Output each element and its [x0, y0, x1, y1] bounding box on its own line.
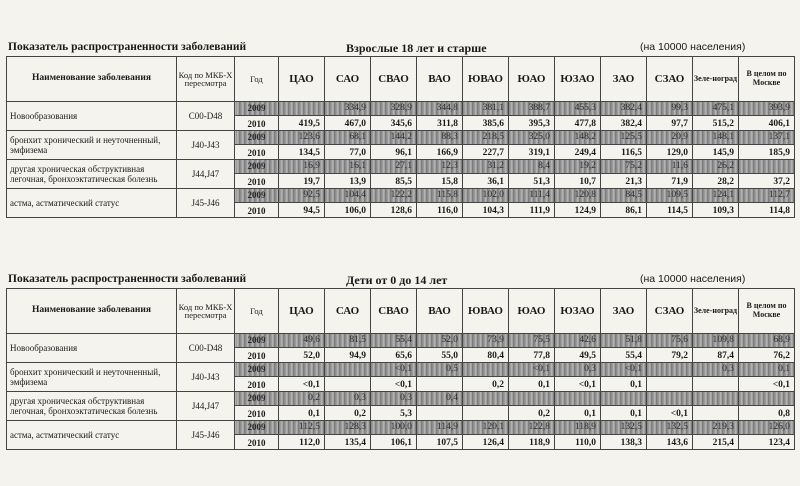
- value-cell: 227,7: [463, 145, 509, 160]
- disease-name: Новообразования: [7, 334, 177, 363]
- value-cell: 467,0: [325, 116, 371, 131]
- value-cell: 0,2: [463, 377, 509, 392]
- value-cell: 8,4: [509, 160, 555, 174]
- value-cell: <0,1: [601, 363, 647, 377]
- value-cell: 87,4: [693, 348, 739, 363]
- value-cell: 0,1: [279, 406, 325, 421]
- value-cell: 137,1: [739, 131, 795, 145]
- column-header-district: ЮАО: [509, 57, 555, 102]
- value-cell: 219,3: [693, 421, 739, 435]
- value-cell: [325, 363, 371, 377]
- value-cell: 92,5: [279, 189, 325, 203]
- value-cell: 52,0: [417, 334, 463, 348]
- table-body: [7, 102, 795, 218]
- value-cell: 73,9: [463, 334, 509, 348]
- value-cell: 0,1: [601, 377, 647, 392]
- icd-code: J40-J43: [177, 363, 235, 392]
- value-cell: 249,4: [555, 145, 601, 160]
- disease-name: другая хроническая обструктивная легочная, бронхоэктатическая болезнь: [7, 160, 177, 189]
- year-cell: 2010: [235, 377, 279, 392]
- value-cell: 102,0: [463, 189, 509, 203]
- value-cell: 77,8: [509, 348, 555, 363]
- value-cell: [647, 363, 693, 377]
- value-cell: 100,0: [371, 421, 417, 435]
- value-cell: 215,4: [693, 435, 739, 450]
- value-cell: 185,9: [739, 145, 795, 160]
- value-cell: 97,7: [647, 116, 693, 131]
- value-cell: 96,1: [371, 145, 417, 160]
- age-group-title: Взрослые 18 лет и старше: [346, 41, 487, 55]
- value-cell: 99,3: [647, 102, 693, 116]
- year-cell: 2010: [235, 203, 279, 218]
- value-cell: [693, 377, 739, 392]
- value-cell: 128,6: [371, 203, 417, 218]
- value-cell: 109,8: [693, 334, 739, 348]
- value-cell: [739, 160, 795, 174]
- value-cell: 148,1: [693, 131, 739, 145]
- value-cell: 109,5: [647, 189, 693, 203]
- value-cell: <0,1: [555, 377, 601, 392]
- value-cell: 124,1: [693, 189, 739, 203]
- value-cell: 145,9: [693, 145, 739, 160]
- value-cell: 71,9: [647, 174, 693, 189]
- value-cell: 116,0: [417, 203, 463, 218]
- value-cell: 128,3: [325, 421, 371, 435]
- value-cell: 382,4: [601, 116, 647, 131]
- value-cell: 37,2: [739, 174, 795, 189]
- value-cell: [739, 392, 795, 406]
- value-cell: 68,1: [325, 131, 371, 145]
- value-cell: 80,4: [463, 348, 509, 363]
- value-cell: 124,9: [555, 203, 601, 218]
- value-cell: [463, 392, 509, 406]
- value-cell: 12,3: [417, 160, 463, 174]
- value-cell: 86,1: [601, 203, 647, 218]
- icd-code: J44,J47: [177, 160, 235, 189]
- table-header: [7, 57, 795, 102]
- value-cell: 166,9: [417, 145, 463, 160]
- disease-name: другая хроническая обструктивная легочная, бронхоэктатическая болезнь: [7, 392, 177, 421]
- year-cell: 2009: [235, 363, 279, 377]
- value-cell: 129,0: [647, 145, 693, 160]
- value-cell: 115,8: [417, 189, 463, 203]
- column-header-district: Зеле-ноград: [693, 57, 739, 102]
- value-cell: 68,9: [739, 334, 795, 348]
- column-header-district: СЗАО: [647, 57, 693, 102]
- year-cell: 2009: [235, 392, 279, 406]
- column-header-district: СЗАО: [647, 289, 693, 334]
- table-title: Показатель распространенности заболеваний: [8, 41, 247, 53]
- column-header-district: В целом по Москве: [739, 57, 795, 102]
- section-caption: [0, 272, 800, 288]
- value-cell: 218,5: [463, 131, 509, 145]
- value-cell: 0,1: [509, 377, 555, 392]
- value-cell: 112,0: [279, 435, 325, 450]
- table-body: [7, 334, 795, 450]
- value-cell: 16,9: [279, 160, 325, 174]
- value-cell: 85,5: [371, 174, 417, 189]
- table-row: [7, 363, 795, 377]
- value-cell: 84,5: [601, 189, 647, 203]
- value-cell: 0,1: [739, 363, 795, 377]
- column-header-code: Код по МКБ-Х пересмотра: [177, 289, 235, 334]
- column-header-district: СВАО: [371, 57, 417, 102]
- value-cell: 76,2: [739, 348, 795, 363]
- value-cell: 88,3: [417, 131, 463, 145]
- column-header-code: Код по МКБ-Х пересмотра: [177, 57, 235, 102]
- value-cell: [463, 406, 509, 421]
- column-header-district: СВАО: [371, 289, 417, 334]
- children-section: [0, 272, 800, 450]
- value-cell: <0,1: [509, 363, 555, 377]
- value-cell: 148,2: [555, 131, 601, 145]
- header-row: [7, 57, 795, 102]
- value-cell: 118,9: [555, 421, 601, 435]
- value-cell: 120,1: [463, 421, 509, 435]
- table-row: [7, 102, 795, 116]
- value-cell: 51,3: [509, 174, 555, 189]
- value-cell: [509, 392, 555, 406]
- value-cell: [279, 363, 325, 377]
- column-header-district: ЦАО: [279, 57, 325, 102]
- value-cell: 325,0: [509, 131, 555, 145]
- value-cell: [555, 392, 601, 406]
- value-cell: 42,6: [555, 334, 601, 348]
- value-cell: 75,6: [647, 334, 693, 348]
- disease-name: астма, астматический статус: [7, 421, 177, 450]
- value-cell: 125,5: [601, 131, 647, 145]
- value-cell: 311,8: [417, 116, 463, 131]
- value-cell: 0,1: [555, 406, 601, 421]
- value-cell: 381,1: [463, 102, 509, 116]
- value-cell: 122,2: [371, 189, 417, 203]
- value-cell: 382,4: [601, 102, 647, 116]
- header-row: [7, 289, 795, 334]
- value-cell: 0,2: [279, 392, 325, 406]
- value-cell: 112,5: [279, 421, 325, 435]
- disease-name: бронхит хронический и неуточненный, эмфизема: [7, 131, 177, 160]
- value-cell: 111,9: [509, 203, 555, 218]
- value-cell: 0,2: [325, 406, 371, 421]
- year-cell: 2009: [235, 102, 279, 116]
- value-cell: 0,3: [555, 363, 601, 377]
- year-cell: 2010: [235, 435, 279, 450]
- value-cell: 52,0: [279, 348, 325, 363]
- table-header: [7, 289, 795, 334]
- value-cell: 10,7: [555, 174, 601, 189]
- units-note: (на 10000 населения): [640, 273, 746, 285]
- value-cell: 28,2: [693, 174, 739, 189]
- value-cell: [417, 377, 463, 392]
- value-cell: 19,7: [279, 174, 325, 189]
- value-cell: 104,4: [325, 189, 371, 203]
- column-header-district: ЮВАО: [463, 289, 509, 334]
- value-cell: 126,4: [463, 435, 509, 450]
- icd-code: J45-J46: [177, 421, 235, 450]
- value-cell: 319,1: [509, 145, 555, 160]
- value-cell: 116,5: [601, 145, 647, 160]
- column-header-name: Наименование заболевания: [7, 57, 177, 102]
- value-cell: 79,2: [647, 348, 693, 363]
- value-cell: 393,9: [739, 102, 795, 116]
- value-cell: 36,1: [463, 174, 509, 189]
- value-cell: 455,3: [555, 102, 601, 116]
- value-cell: [647, 377, 693, 392]
- icd-code: J45-J46: [177, 189, 235, 218]
- value-cell: 0,3: [693, 363, 739, 377]
- value-cell: 132,5: [601, 421, 647, 435]
- value-cell: [417, 406, 463, 421]
- value-cell: 27,1: [371, 160, 417, 174]
- adults-section: [0, 40, 800, 218]
- column-header-district: В целом по Москве: [739, 289, 795, 334]
- value-cell: 81,5: [325, 334, 371, 348]
- value-cell: [647, 392, 693, 406]
- column-header-district: ВАО: [417, 57, 463, 102]
- year-cell: 2009: [235, 160, 279, 174]
- units-note: (на 10000 населения): [640, 41, 746, 53]
- value-cell: 106,1: [371, 435, 417, 450]
- value-cell: 123,6: [279, 131, 325, 145]
- table-title: Показатель распространенности заболеваний: [8, 273, 247, 285]
- value-cell: 477,8: [555, 116, 601, 131]
- icd-code: J40-J43: [177, 131, 235, 160]
- value-cell: 13,9: [325, 174, 371, 189]
- value-cell: 135,4: [325, 435, 371, 450]
- value-cell: 114,5: [647, 203, 693, 218]
- column-header-district: ЦАО: [279, 289, 325, 334]
- value-cell: <0,1: [371, 363, 417, 377]
- value-cell: 0,1: [601, 406, 647, 421]
- value-cell: [463, 363, 509, 377]
- column-header-district: ВАО: [417, 289, 463, 334]
- value-cell: 134,5: [279, 145, 325, 160]
- year-cell: 2009: [235, 131, 279, 145]
- year-cell: 2009: [235, 334, 279, 348]
- disease-name: Новообразования: [7, 102, 177, 131]
- value-cell: 0,3: [371, 392, 417, 406]
- value-cell: 475,1: [693, 102, 739, 116]
- value-cell: 51,8: [601, 334, 647, 348]
- column-header-district: ЮЗАО: [555, 289, 601, 334]
- value-cell: 77,0: [325, 145, 371, 160]
- prevalence-table-adults: [6, 56, 795, 218]
- value-cell: 75,5: [509, 334, 555, 348]
- value-cell: 126,0: [739, 421, 795, 435]
- section-caption: [0, 40, 800, 56]
- value-cell: 55,4: [371, 334, 417, 348]
- value-cell: 328,9: [371, 102, 417, 116]
- value-cell: 120,8: [555, 189, 601, 203]
- column-header-year: Год: [235, 289, 279, 334]
- table-row: [7, 421, 795, 435]
- year-cell: 2010: [235, 406, 279, 421]
- disease-name: астма, астматический статус: [7, 189, 177, 218]
- value-cell: [693, 406, 739, 421]
- value-cell: 406,1: [739, 116, 795, 131]
- value-cell: 122,8: [509, 421, 555, 435]
- value-cell: 107,5: [417, 435, 463, 450]
- value-cell: 144,2: [371, 131, 417, 145]
- table-row: [7, 160, 795, 174]
- table-row: [7, 189, 795, 203]
- value-cell: 55,0: [417, 348, 463, 363]
- column-header-district: ЮВАО: [463, 57, 509, 102]
- year-cell: 2010: [235, 174, 279, 189]
- value-cell: 31,2: [463, 160, 509, 174]
- prevalence-table-children: [6, 288, 795, 450]
- value-cell: 109,3: [693, 203, 739, 218]
- column-header-district: ЮЗАО: [555, 57, 601, 102]
- value-cell: 110,0: [555, 435, 601, 450]
- icd-code: C00-D48: [177, 102, 235, 131]
- value-cell: 515,2: [693, 116, 739, 131]
- year-cell: 2010: [235, 348, 279, 363]
- value-cell: 55,4: [601, 348, 647, 363]
- value-cell: 75,2: [601, 160, 647, 174]
- value-cell: 123,4: [739, 435, 795, 450]
- value-cell: 344,8: [417, 102, 463, 116]
- value-cell: <0,1: [279, 377, 325, 392]
- value-cell: 0,8: [739, 406, 795, 421]
- year-cell: 2009: [235, 189, 279, 203]
- value-cell: <0,1: [647, 406, 693, 421]
- value-cell: <0,1: [739, 377, 795, 392]
- value-cell: 49,5: [555, 348, 601, 363]
- value-cell: 21,3: [601, 174, 647, 189]
- icd-code: J44,J47: [177, 392, 235, 421]
- column-header-year: Год: [235, 57, 279, 102]
- value-cell: [601, 392, 647, 406]
- column-header-district: Зеле-ноград: [693, 289, 739, 334]
- value-cell: 106,0: [325, 203, 371, 218]
- value-cell: 143,6: [647, 435, 693, 450]
- value-cell: 345,6: [371, 116, 417, 131]
- value-cell: 118,9: [509, 435, 555, 450]
- value-cell: [325, 377, 371, 392]
- value-cell: 16,1: [325, 160, 371, 174]
- value-cell: 111,4: [509, 189, 555, 203]
- value-cell: 114,9: [417, 421, 463, 435]
- column-header-district: САО: [325, 57, 371, 102]
- value-cell: 94,9: [325, 348, 371, 363]
- column-header-district: САО: [325, 289, 371, 334]
- table-row: [7, 392, 795, 406]
- value-cell: 112,7: [739, 189, 795, 203]
- value-cell: [693, 392, 739, 406]
- value-cell: 0,4: [417, 392, 463, 406]
- value-cell: <0,1: [371, 377, 417, 392]
- value-cell: 5,3: [371, 406, 417, 421]
- disease-name: бронхит хронический и неуточненный, эмфизема: [7, 363, 177, 392]
- value-cell: 20,9: [647, 131, 693, 145]
- value-cell: 26,2: [693, 160, 739, 174]
- value-cell: 0,2: [509, 406, 555, 421]
- value-cell: 334,9: [325, 102, 371, 116]
- value-cell: 94,5: [279, 203, 325, 218]
- year-cell: 2010: [235, 116, 279, 131]
- value-cell: 15,8: [417, 174, 463, 189]
- table-row: [7, 131, 795, 145]
- value-cell: 114,8: [739, 203, 795, 218]
- year-cell: 2010: [235, 145, 279, 160]
- column-header-district: ЗАО: [601, 57, 647, 102]
- icd-code: C00-D48: [177, 334, 235, 363]
- value-cell: 11,6: [647, 160, 693, 174]
- value-cell: 388,7: [509, 102, 555, 116]
- column-header-name: Наименование заболевания: [7, 289, 177, 334]
- table-row: [7, 334, 795, 348]
- value-cell: 104,3: [463, 203, 509, 218]
- value-cell: 132,5: [647, 421, 693, 435]
- value-cell: 19,2: [555, 160, 601, 174]
- age-group-title: Дети от 0 до 14 лет: [346, 273, 448, 287]
- value-cell: 385,6: [463, 116, 509, 131]
- year-cell: 2009: [235, 421, 279, 435]
- value-cell: 49,6: [279, 334, 325, 348]
- value-cell: 138,3: [601, 435, 647, 450]
- value-cell: [279, 102, 325, 116]
- value-cell: 0,5: [417, 363, 463, 377]
- column-header-district: ЮАО: [509, 289, 555, 334]
- value-cell: 65,6: [371, 348, 417, 363]
- value-cell: 395,3: [509, 116, 555, 131]
- column-header-district: ЗАО: [601, 289, 647, 334]
- value-cell: 0,3: [325, 392, 371, 406]
- value-cell: 419,5: [279, 116, 325, 131]
